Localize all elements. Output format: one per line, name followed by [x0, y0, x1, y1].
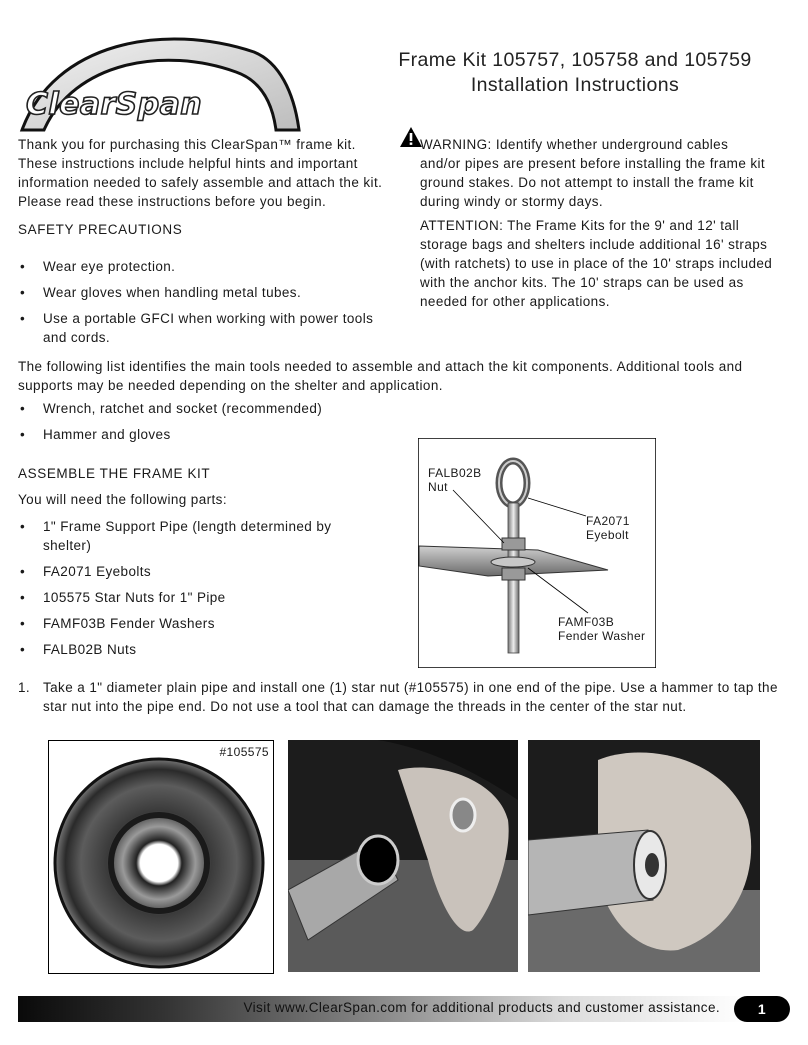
footer — [18, 996, 790, 1022]
assemble-heading: ASSEMBLE THE FRAME KIT — [18, 466, 211, 481]
parts-item: • FALB02B Nuts — [18, 640, 348, 659]
footer-text: Visit www.ClearSpan.com for additional products and customer assistance. — [243, 1000, 720, 1015]
title-line-1: Frame Kit 105757, 105758 and 105759 — [398, 49, 752, 71]
label-nut-line1: FALB02B — [428, 466, 482, 480]
label-eyebolt-line2: Eyebolt — [586, 528, 629, 542]
step-text: Take a 1" diameter plain pipe and install one (1) star nut (#105575) in one end of the pipe. Use a hammer to tap the star nut into the pipe end. Do not use a tool that can damage the threads in the center of the star nut. — [43, 680, 778, 714]
title-line-2: Installation Instructions — [470, 74, 680, 96]
label-eyebolt-line1: FA2071 — [586, 514, 630, 528]
tools-item: • Hammer and gloves — [18, 425, 408, 444]
label-washer-line2: Fender Washer — [558, 629, 646, 643]
parts-item: • 1" Frame Support Pipe (length determined by shelter) — [18, 517, 348, 555]
label-eyebolt — [586, 514, 630, 542]
label-nut — [428, 466, 482, 494]
intro-paragraph: Thank you for purchasing this ClearSpan™ frame kit. These instructions include helpful hints and important information needed to safely assemble and attach the kit. Please read these instructions before you begin. — [18, 137, 383, 209]
parts-item: • FA2071 Eyebolts — [18, 562, 348, 581]
safety-heading: SAFETY PRECAUTIONS — [18, 222, 183, 237]
safety-item: • Use a portable GFCI when working with power tools and cords. — [18, 309, 388, 347]
pipe-photo — [288, 740, 518, 972]
attention-text: ATTENTION: The Frame Kits for the 9' and 12' tall storage bags and shelters include additional 16' straps (with ratchets) to use in place of the 10' straps included with the anchor kits. The 10' straps can be used as needed for other applications. — [420, 218, 773, 309]
tools-intro: The following list identifies the main tools needed to assemble and attach the kit components. Additional tools and supports may be needed depending on the shelter and application. — [18, 359, 743, 393]
page-title — [360, 48, 790, 98]
parts-item: • 105575 Star Nuts for 1" Pipe — [18, 588, 348, 607]
installed-nut-photo — [528, 740, 760, 972]
safety-list — [18, 257, 388, 347]
parts-item: • FAMF03B Fender Washers — [18, 614, 348, 633]
page-number: 1 — [734, 996, 790, 1022]
warning-text: WARNING: Identify whether underground cables and/or pipes are present before installing the frame kit ground stakes. Do not attempt to install the frame kit during windy or stormy days. — [420, 137, 766, 209]
tools-list — [18, 399, 408, 444]
safety-item: • Wear eye protection. — [18, 257, 388, 276]
step-number: 1. — [18, 680, 31, 695]
eyebolt-diagram — [418, 438, 656, 668]
clearspan-logo — [14, 22, 314, 132]
parts-list — [18, 517, 348, 659]
logo-text: ClearSpan — [26, 87, 202, 122]
label-washer — [558, 615, 645, 643]
label-washer-line1: FAMF03B — [558, 615, 615, 629]
label-nut-line2: Nut — [428, 480, 448, 494]
star-nut-photo — [48, 740, 274, 974]
tools-item: • Wrench, ratchet and socket (recommended) — [18, 399, 408, 418]
parts-intro: You will need the following parts: — [18, 492, 227, 507]
photo-caption: #105575 — [219, 745, 269, 759]
safety-item: • Wear gloves when handling metal tubes. — [18, 283, 388, 302]
